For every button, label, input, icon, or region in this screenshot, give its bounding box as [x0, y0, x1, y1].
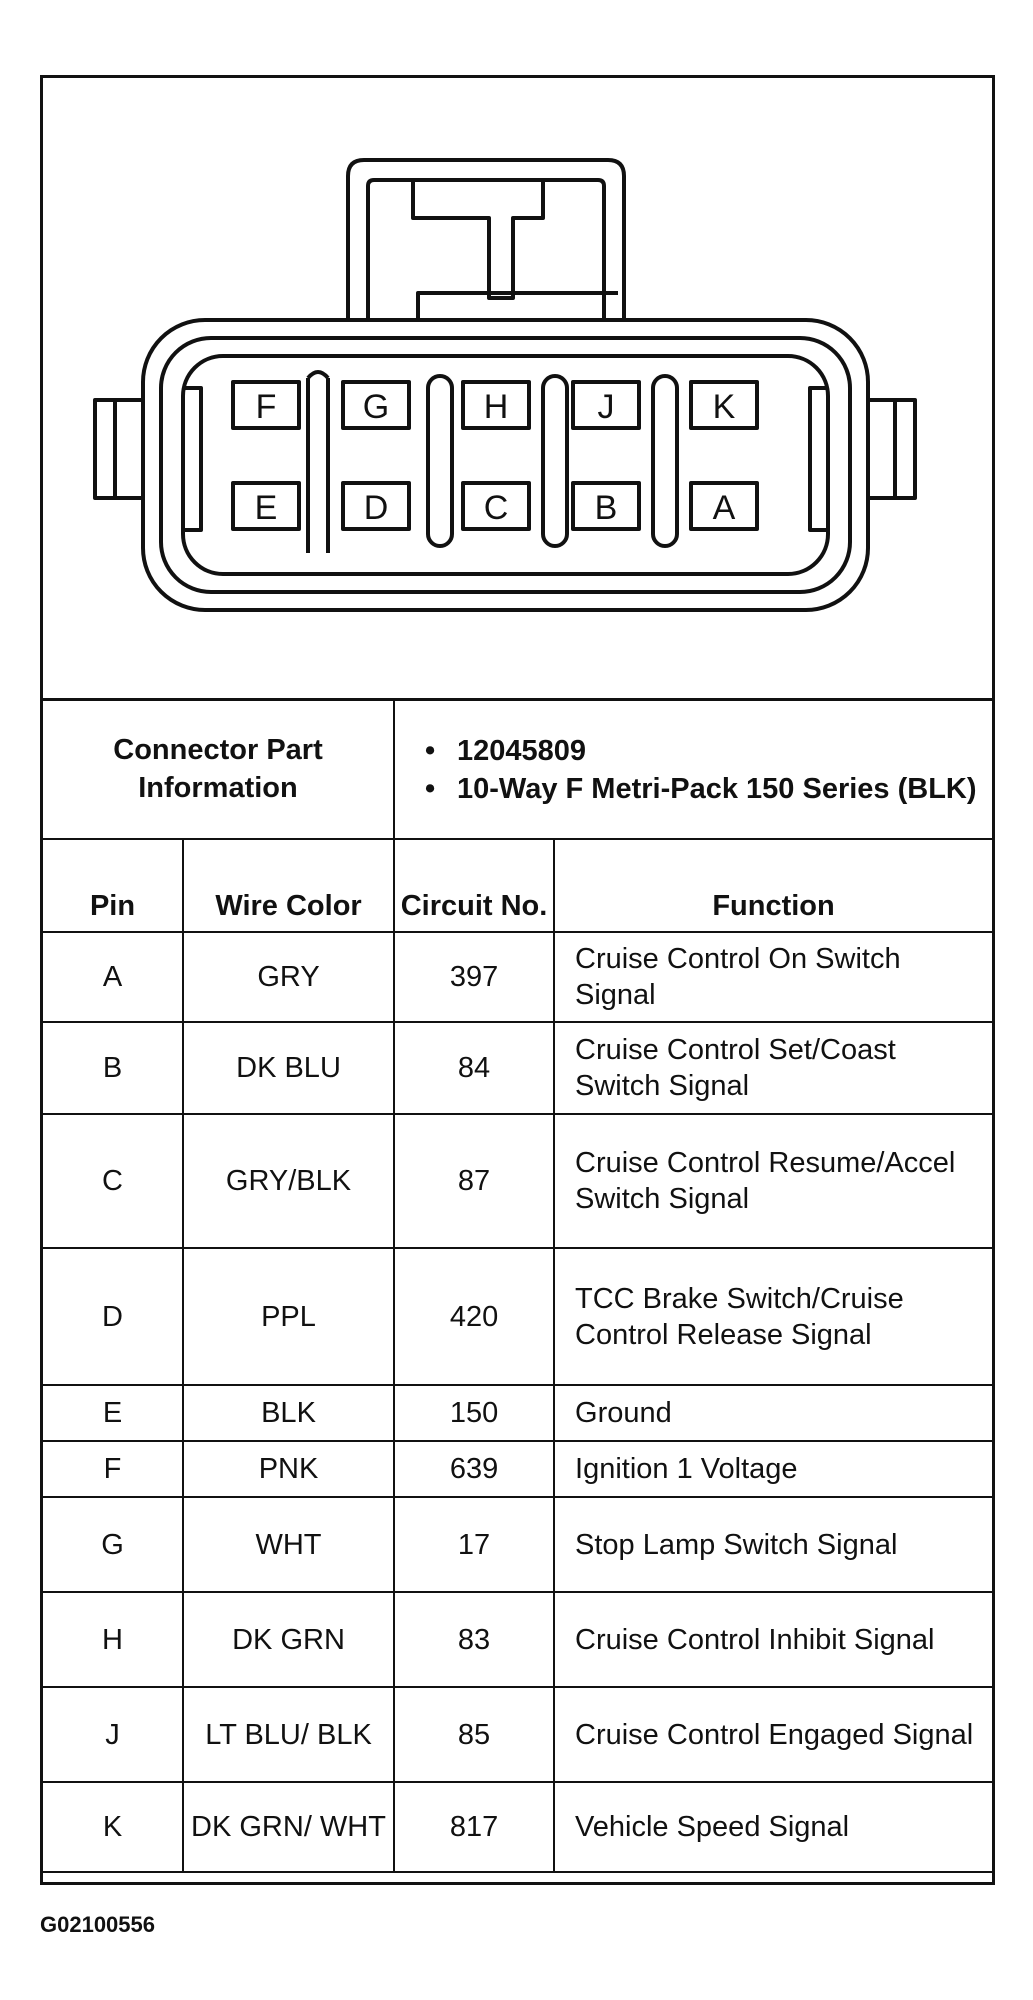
circuit-cell: 17 [394, 1497, 554, 1592]
wire-color-cell: DK GRN [183, 1592, 394, 1687]
wire-color-cell: LT BLU/ BLK [183, 1687, 394, 1782]
table-row [43, 932, 992, 1022]
wire-color-cell: PPL [183, 1248, 394, 1385]
header-pin: Pin [43, 839, 183, 932]
pin-cell: F [43, 1441, 183, 1497]
pin-cell: A [43, 932, 183, 1022]
function-cell: Ignition 1 Voltage [554, 1441, 992, 1497]
table-row [43, 1114, 992, 1248]
wire-color-cell: WHT [183, 1497, 394, 1592]
pin-cell: H [43, 1592, 183, 1687]
header-function: Function [554, 839, 992, 932]
pin-label-bottom: D [363, 489, 389, 527]
table-row [43, 1592, 992, 1687]
function-cell: Stop Lamp Switch Signal [554, 1497, 992, 1592]
connector-drawing [43, 78, 992, 698]
table-row [43, 1385, 992, 1441]
table-row [43, 1687, 992, 1782]
connector-housing [143, 320, 868, 610]
pin-label-bottom: C [483, 489, 509, 527]
pin-cell: K [43, 1782, 183, 1872]
pin-cell: C [43, 1114, 183, 1248]
function-cell: Ground [554, 1385, 992, 1441]
header-circuit: Circuit No. [394, 839, 554, 932]
pin-label-top: G [362, 388, 390, 426]
table-row [43, 1782, 992, 1872]
part-number: • 12045809 [457, 732, 992, 770]
function-cell: Cruise Control Resume/Accel Switch Signal [554, 1114, 992, 1248]
header-row [43, 839, 992, 932]
circuit-cell: 83 [394, 1592, 554, 1687]
circuit-cell: 87 [394, 1114, 554, 1248]
circuit-cell: 85 [394, 1687, 554, 1782]
pin-cell: J [43, 1687, 183, 1782]
table-row [43, 1022, 992, 1114]
circuit-cell: 84 [394, 1022, 554, 1114]
wire-color-cell: PNK [183, 1441, 394, 1497]
table-row [43, 1441, 992, 1497]
function-cell: Vehicle Speed Signal [554, 1782, 992, 1872]
pin-label-bottom: B [594, 489, 618, 527]
circuit-cell: 397 [394, 932, 554, 1022]
function-cell: Cruise Control Set/Coast Switch Signal [554, 1022, 992, 1114]
left-ear [95, 400, 143, 498]
wire-color-cell: DK BLU [183, 1022, 394, 1114]
function-cell: Cruise Control Engaged Signal [554, 1687, 992, 1782]
pin-label-bottom: A [712, 489, 736, 527]
circuit-cell: 639 [394, 1441, 554, 1497]
wire-color-cell: GRY [183, 932, 394, 1022]
table-row [43, 1497, 992, 1592]
pin-cell: E [43, 1385, 183, 1441]
pin-label-top: F [255, 388, 277, 426]
pin-cell: D [43, 1248, 183, 1385]
pin-cell: G [43, 1497, 183, 1592]
right-ear [868, 400, 915, 498]
pin-cell: B [43, 1022, 183, 1114]
circuit-cell: 420 [394, 1248, 554, 1385]
part-description: • 10-Way F Metri-Pack 150 Series (BLK) [457, 770, 992, 808]
pin-label-top: H [483, 388, 509, 426]
table-row [43, 1248, 992, 1385]
wire-color-cell: DK GRN/ WHT [183, 1782, 394, 1872]
pin-label-top: K [712, 388, 736, 426]
part-info-details [394, 699, 992, 839]
pinout-table [43, 698, 992, 1873]
function-cell: TCC Brake Switch/Cruise Control Release Signal [554, 1248, 992, 1385]
wire-color-cell: GRY/BLK [183, 1114, 394, 1248]
figure-id: G02100556 [40, 1912, 155, 1937]
wire-color-cell: BLK [183, 1385, 394, 1441]
connector-sheet [40, 75, 995, 1885]
function-cell: Cruise Control On Switch Signal [554, 932, 992, 1022]
pin-separator [308, 372, 328, 553]
circuit-cell: 150 [394, 1385, 554, 1441]
connector-diagram [43, 78, 992, 701]
pin-label-bottom: E [254, 489, 278, 527]
circuit-cell: 817 [394, 1782, 554, 1872]
header-wire-color: Wire Color [183, 839, 394, 932]
part-info-label: Connector Part Information [43, 699, 394, 839]
function-cell: Cruise Control Inhibit Signal [554, 1592, 992, 1687]
pin-label-top: J [597, 388, 615, 426]
part-info-row [43, 699, 992, 839]
